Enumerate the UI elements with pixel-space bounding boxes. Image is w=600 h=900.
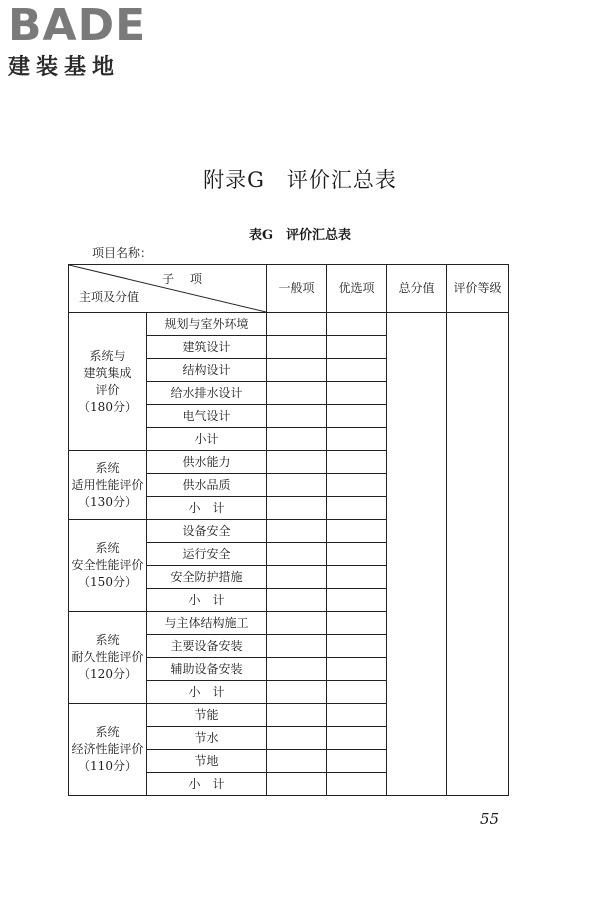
optional-cell <box>327 704 387 727</box>
optional-cell <box>327 428 387 451</box>
general-cell <box>267 543 327 566</box>
main-item-line: 耐久性能评价 <box>71 650 144 664</box>
optional-cell <box>327 382 387 405</box>
sub-item-cell: 供水品质 <box>147 474 267 497</box>
optional-cell <box>327 474 387 497</box>
optional-cell <box>327 359 387 382</box>
optional-cell <box>327 773 387 796</box>
optional-cell <box>327 497 387 520</box>
general-cell <box>267 336 327 359</box>
header-total-score: 总分值 <box>387 265 447 313</box>
sub-item-cell: 小计 <box>147 428 267 451</box>
sub-item-cell: 与主体结构施工 <box>147 612 267 635</box>
main-item-line: 系统与 <box>89 348 126 363</box>
main-item-line: 系统 <box>95 725 120 739</box>
general-cell <box>267 612 327 635</box>
main-item-line: （120分） <box>78 667 137 681</box>
optional-cell <box>327 750 387 773</box>
main-item-cell <box>69 612 147 704</box>
optional-cell <box>327 589 387 612</box>
main-item-line: 系统 <box>95 633 120 647</box>
sub-item-cell: 结构设计 <box>147 359 267 382</box>
sub-item-cell: 主要设备安装 <box>147 635 267 658</box>
general-cell <box>267 520 327 543</box>
table-body <box>69 313 509 796</box>
header-main-item: 主项及分值 <box>79 290 140 304</box>
main-item-line: （110分） <box>78 759 137 773</box>
optional-cell <box>327 405 387 428</box>
general-cell <box>267 727 327 750</box>
optional-cell <box>327 336 387 359</box>
general-cell <box>267 658 327 681</box>
diagonal-header-cell <box>69 265 267 313</box>
optional-cell <box>327 543 387 566</box>
main-item-line: 系统 <box>95 460 120 475</box>
header-grade: 评价等级 <box>447 265 509 313</box>
table-caption: 表G 评价汇总表 <box>248 228 352 243</box>
sub-item-cell: 节能 <box>147 704 267 727</box>
optional-cell <box>327 612 387 635</box>
main-item-line: 建筑集成 <box>83 365 132 380</box>
optional-cell <box>327 566 387 589</box>
general-cell <box>267 428 327 451</box>
optional-cell <box>327 635 387 658</box>
sub-item-cell: 建筑设计 <box>147 336 267 359</box>
optional-cell <box>327 451 387 474</box>
sub-item-cell: 小 计 <box>147 773 267 796</box>
optional-cell <box>327 681 387 704</box>
sub-item-cell: 小 计 <box>147 497 267 520</box>
project-name-label: 项目名称： <box>92 246 153 260</box>
general-cell <box>267 566 327 589</box>
sub-item-cell: 节地 <box>147 750 267 773</box>
general-cell <box>267 773 327 796</box>
optional-cell <box>327 727 387 750</box>
general-cell <box>267 405 327 428</box>
header-optional: 优选项 <box>327 265 387 313</box>
grade-cell <box>447 313 509 796</box>
logo-subtitle: 建装基地 <box>8 55 121 80</box>
general-cell <box>267 382 327 405</box>
main-item-cell <box>69 520 147 612</box>
page-number: 55 <box>480 810 500 828</box>
general-cell <box>267 313 327 336</box>
main-item-cell <box>69 704 147 796</box>
header-sub-item: 子 项 <box>161 272 204 286</box>
general-cell <box>267 451 327 474</box>
general-cell <box>267 474 327 497</box>
sub-item-cell: 给水排水设计 <box>147 382 267 405</box>
page-title: 附录G 评价汇总表 <box>203 168 397 192</box>
optional-cell <box>327 520 387 543</box>
main-item-line: 经济性能评价 <box>71 742 144 756</box>
general-cell <box>267 635 327 658</box>
sub-item-cell: 规划与室外环境 <box>147 313 267 336</box>
sub-item-cell: 小 计 <box>147 589 267 612</box>
main-item-line: 适用性能评价 <box>71 477 144 492</box>
total-score-cell <box>387 313 447 796</box>
general-cell <box>267 359 327 382</box>
header-general: 一般项 <box>267 265 327 313</box>
main-item-line: （130分） <box>78 494 137 509</box>
sub-item-cell: 供水能力 <box>147 451 267 474</box>
sub-item-cell: 小 计 <box>147 681 267 704</box>
main-item-line: 评价 <box>95 382 120 397</box>
sub-item-cell: 电气设计 <box>147 405 267 428</box>
general-cell <box>267 750 327 773</box>
logo <box>8 0 147 82</box>
optional-cell <box>327 658 387 681</box>
main-item-line: （150分） <box>78 575 137 589</box>
sub-item-cell: 运行安全 <box>147 543 267 566</box>
optional-cell <box>327 313 387 336</box>
general-cell <box>267 497 327 520</box>
evaluation-summary-table <box>68 264 509 796</box>
general-cell <box>267 704 327 727</box>
general-cell <box>267 589 327 612</box>
main-item-line: （180分） <box>78 399 137 414</box>
sub-item-cell: 辅助设备安装 <box>147 658 267 681</box>
logo-wordmark: BADE <box>8 0 147 51</box>
main-item-cell <box>69 313 147 451</box>
sub-item-cell: 节水 <box>147 727 267 750</box>
main-item-line: 安全性能评价 <box>71 558 144 572</box>
main-item-line: 系统 <box>95 541 120 555</box>
general-cell <box>267 681 327 704</box>
sub-item-cell: 设备安全 <box>147 520 267 543</box>
sub-item-cell: 安全防护措施 <box>147 566 267 589</box>
main-item-cell <box>69 451 147 520</box>
table-row <box>69 313 509 336</box>
